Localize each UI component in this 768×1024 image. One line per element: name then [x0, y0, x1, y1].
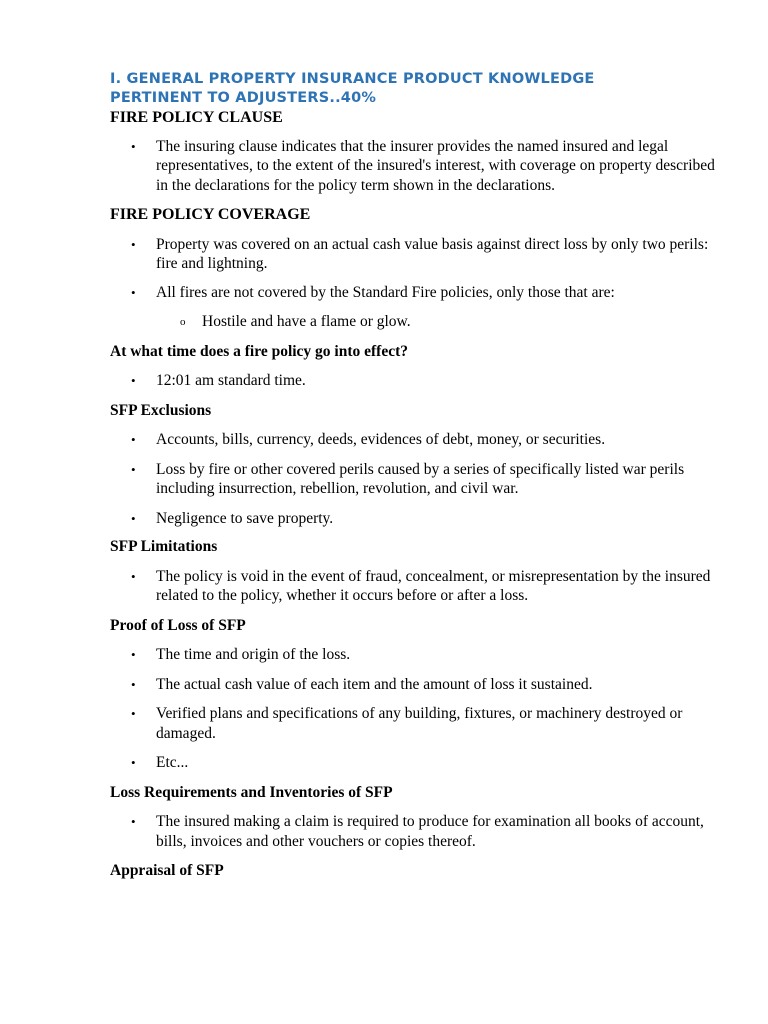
list-item [110, 460, 720, 499]
bullet-icon: • [131, 138, 136, 154]
list-item-text: Etc... [156, 754, 189, 771]
section-heading-fire-policy-coverage: FIRE POLICY COVERAGE [110, 206, 311, 223]
sublist-fire-policy-coverage [110, 312, 720, 332]
list-item [110, 137, 720, 196]
sub-list-item [110, 312, 720, 332]
bullet-icon: • [131, 432, 136, 447]
list-item-text: The time and origin of the loss. [156, 646, 351, 663]
list-proof-of-loss [110, 645, 720, 773]
bullet-icon: • [131, 706, 136, 721]
bullet-icon: • [131, 568, 136, 584]
list-effective-time [110, 371, 720, 391]
list-item-text: The policy is void in the event of fraud, concealment, or misrepresentation by the insured related to the policy, whether it occurs before or after a loss. [156, 567, 711, 604]
list-item-text: The insured making a claim is required to produce for examination all books of account, bills, invoices and other vouchers or copies thereof. [156, 813, 704, 850]
list-sfp-limitations [110, 567, 720, 606]
list-item-text: Accounts, bills, currency, deeds, evidences of debt, money, or securities. [156, 431, 606, 448]
section-heading-proof-of-loss: Proof of Loss of SFP [110, 616, 246, 634]
list-loss-requirements [110, 812, 720, 851]
list-item-text: 12:01 am standard time. [156, 372, 306, 389]
list-item [110, 567, 720, 606]
list-item [110, 283, 720, 303]
list-item [110, 704, 720, 743]
list-item-text: Property was covered on an actual cash value basis against direct loss by only two perils: fire and lightning. [156, 235, 709, 272]
list-item [110, 753, 720, 773]
list-item [110, 509, 720, 529]
list-item [110, 645, 720, 665]
bullet-icon: • [131, 284, 136, 300]
bullet-icon: • [131, 461, 136, 477]
list-sfp-exclusions [110, 430, 720, 528]
list-fire-policy-coverage [110, 235, 720, 303]
section-heading-sfp-limitations: SFP Limitations [110, 538, 218, 555]
list-item-text: Negligence to save property. [156, 509, 334, 527]
sub-bullet-icon: o [180, 316, 186, 328]
list-item [110, 812, 720, 851]
list-item-text: Verified plans and specifications of any building, fixtures, or machinery destroyed or damaged. [156, 705, 683, 742]
list-fire-policy-clause [110, 137, 720, 196]
bullet-icon: • [131, 373, 136, 388]
bullet-icon: • [131, 676, 136, 692]
bullet-icon: • [131, 236, 136, 252]
bullet-icon: • [131, 510, 136, 526]
document-title-line-1: I. GENERAL PROPERTY INSURANCE PRODUCT KNOWLEDGE [110, 71, 595, 87]
list-item [110, 675, 720, 695]
bullet-icon: • [131, 814, 136, 829]
list-item-text: The insuring clause indicates that the insurer provides the named insured and legal representatives, to the extent of the insured's interest, with coverage on property described in the declarations for the policy term shown in the declarations. [156, 137, 715, 194]
document-page [110, 70, 720, 881]
section-heading-fire-policy-clause: FIRE POLICY CLAUSE [110, 109, 283, 126]
list-item [110, 430, 720, 450]
list-item [110, 235, 720, 274]
section-heading-sfp-exclusions: SFP Exclusions [110, 401, 212, 419]
list-item-text: Loss by fire or other covered perils caused by a series of specifically listed war perils including insurrection, rebellion, revolution, and civil war. [156, 460, 685, 497]
list-item [110, 371, 720, 391]
sub-list-item-text: Hostile and have a flame or glow. [202, 313, 411, 330]
document-title-line-2: PERTINENT TO ADJUSTERS..40% [110, 90, 377, 106]
list-item-text: All fires are not covered by the Standard Fire policies, only those that are: [156, 283, 615, 301]
list-item-text: The actual cash value of each item and the amount of loss it sustained. [156, 675, 593, 693]
section-heading-loss-requirements: Loss Requirements and Inventories of SFP [110, 783, 393, 801]
section-heading-effective-time: At what time does a fire policy go into effect? [110, 342, 409, 360]
bullet-icon: • [131, 755, 136, 770]
document-title [110, 70, 720, 108]
bullet-icon: • [131, 647, 136, 662]
section-heading-appraisal: Appraisal of SFP [110, 862, 224, 879]
